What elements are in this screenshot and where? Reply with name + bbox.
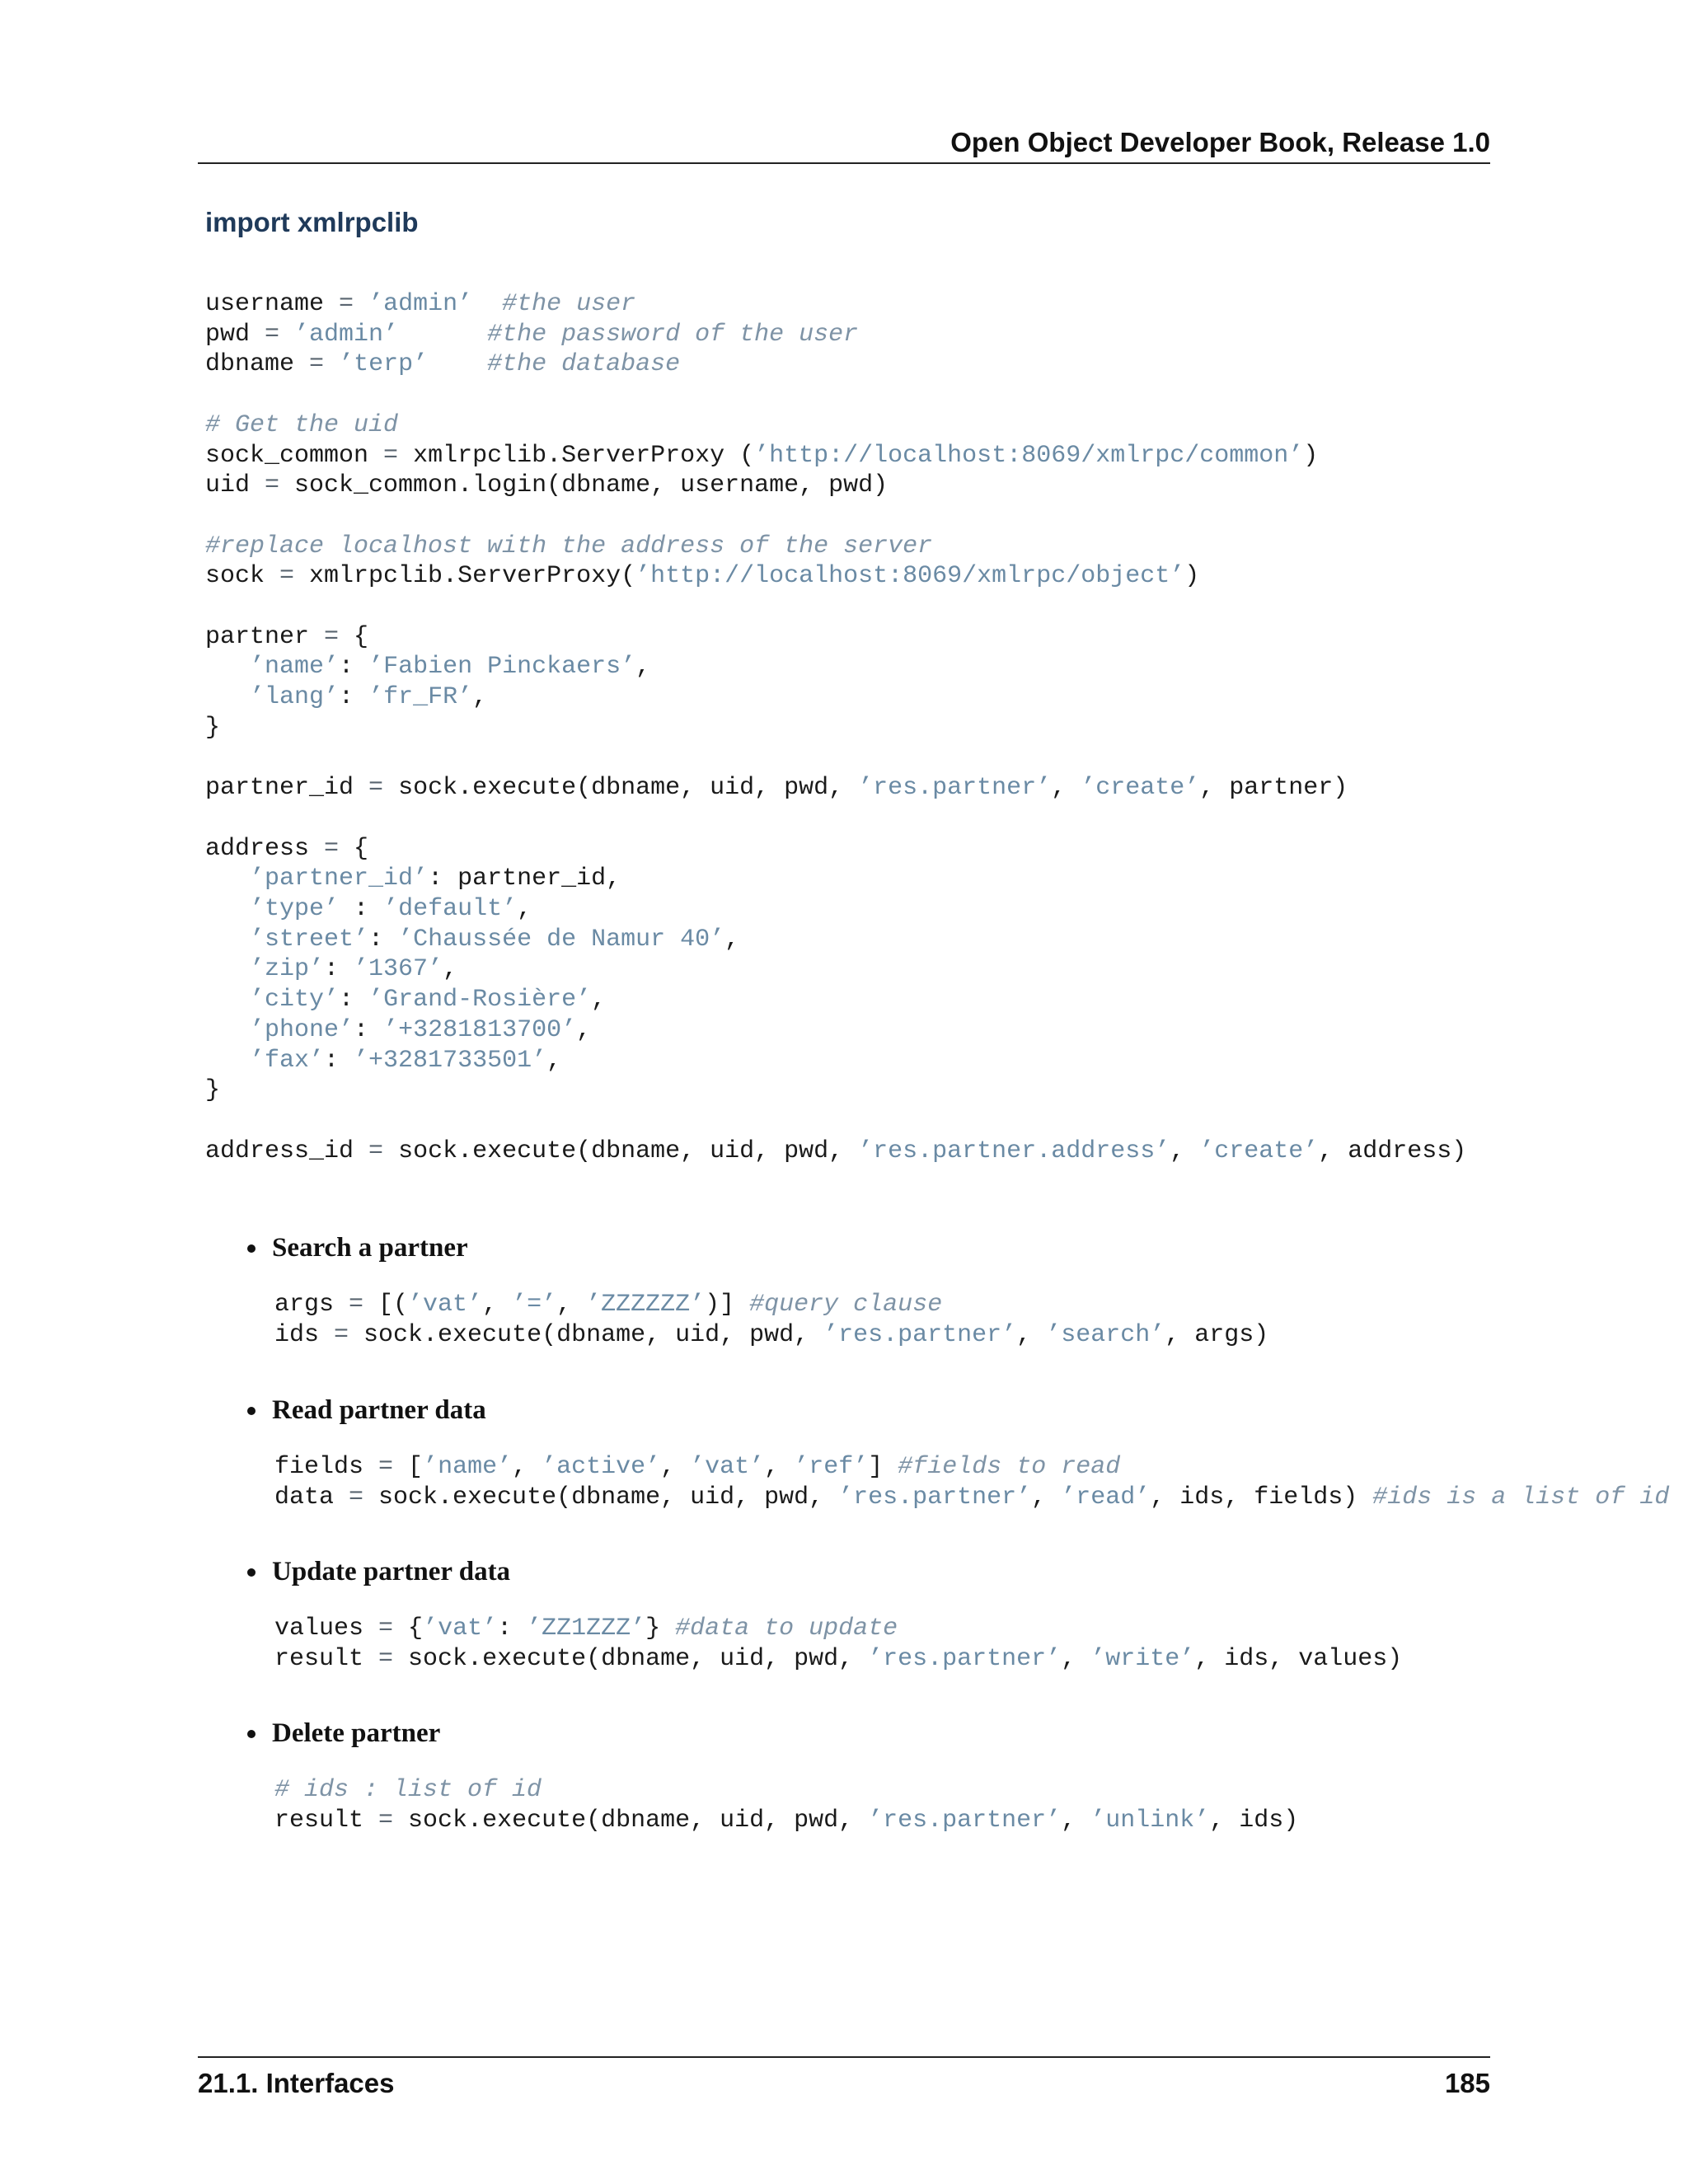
- search-code-block: [274, 1290, 1268, 1350]
- code-line: ’zip’: ’1367’,: [250, 955, 458, 984]
- code-line: sock_common = xmlrpclib.ServerProxy (’http://localhost:8069/xmlrpc/common’): [205, 441, 1319, 470]
- bullet-label: Search a partner: [272, 1233, 468, 1263]
- code-line: ’street’: ’Chaussée de Namur 40’,: [250, 925, 740, 954]
- code-line: ’name’: ’Fabien Pinckaers’,: [250, 653, 651, 682]
- bullet-dot-icon: [247, 1730, 256, 1738]
- code-line: partner = {: [205, 622, 369, 651]
- code-line: args = [(’vat’, ’=’, ’ZZZZZZ’)] #query clause: [274, 1291, 943, 1319]
- code-line: fields = [’name’, ’active’, ’vat’, ’ref’] #fields to read: [274, 1453, 1121, 1481]
- import-heading: import xmlrpclib: [205, 207, 419, 237]
- code-line: partner_id = sock.execute(dbname, uid, pwd, ’res.partner’, ’create’, partner): [205, 774, 1348, 803]
- book-title: Open Object Developer Book, Release 1.0: [950, 127, 1490, 157]
- code-line: uid = sock_common.login(dbname, username, pwd): [205, 471, 889, 500]
- code-line: # Get the uid: [205, 410, 399, 439]
- bullet-label: Delete partner: [272, 1718, 441, 1748]
- bullet-search-partner: [247, 1233, 1268, 1350]
- read-code-block: [274, 1452, 1669, 1512]
- code-line: ’fax’: ’+3281733501’,: [250, 1046, 562, 1075]
- code-line: data = sock.execute(dbname, uid, pwd, ’res.partner’, ’read’, ids, fields) #ids is a list of id: [274, 1483, 1670, 1511]
- bullet-read-partner: [247, 1395, 1669, 1512]
- code-line: }: [205, 1076, 221, 1105]
- code-line: values = {’vat’: ’ZZ1ZZZ’} #data to update: [274, 1615, 898, 1643]
- bullet-label: Update partner data: [272, 1557, 511, 1586]
- code-line: ’phone’: ’+3281813700’,: [250, 1015, 592, 1044]
- code-line: #replace localhost with the address of the server: [205, 532, 933, 560]
- main-code-block: [205, 289, 1466, 1166]
- page-number: 185: [1444, 2068, 1490, 2098]
- bullet-dot-icon: [247, 1244, 256, 1253]
- header-rule: [198, 162, 1490, 164]
- bullet-dot-icon: [247, 1407, 256, 1415]
- delete-code-block: [274, 1775, 1298, 1835]
- update-code-block: [274, 1614, 1402, 1674]
- code-line: dbname = ’terp’ #the database: [205, 350, 681, 379]
- bullet-dot-icon: [247, 1568, 256, 1577]
- bullet-label: Read partner data: [272, 1395, 486, 1425]
- code-line: result = sock.execute(dbname, uid, pwd, ’res.partner’, ’write’, ids, values): [274, 1644, 1403, 1673]
- footer-rule: [198, 2056, 1490, 2058]
- code-line: ’city’: ’Grand-Rosière’,: [250, 986, 607, 1015]
- section-title: 21.1. Interfaces: [198, 2068, 395, 2098]
- code-line: # ids : list of id: [274, 1776, 542, 1804]
- code-line: ’partner_id’: partner_id,: [250, 865, 621, 893]
- code-line: }: [205, 713, 221, 742]
- code-line: pwd = ’admin’ #the password of the user: [205, 320, 859, 349]
- code-line: ’type’ : ’default’,: [250, 895, 532, 924]
- bullet-delete-partner: [247, 1718, 1298, 1835]
- code-line: ’lang’: ’fr_FR’,: [250, 683, 488, 712]
- code-line: username = ’admin’ #the user: [205, 290, 636, 318]
- code-line: result = sock.execute(dbname, uid, pwd, ’res.partner’, ’unlink’, ids): [274, 1806, 1299, 1835]
- code-line: address_id = sock.execute(dbname, uid, pwd, ’res.partner.address’, ’create’, address): [205, 1137, 1467, 1165]
- code-line: address = {: [205, 834, 369, 863]
- code-line: sock = xmlrpclib.ServerProxy(’http://localhost:8069/xmlrpc/object’): [205, 562, 1200, 591]
- code-line: ids = sock.execute(dbname, uid, pwd, ’res.partner’, ’search’, args): [274, 1320, 1269, 1349]
- bullet-update-partner: [247, 1557, 1402, 1674]
